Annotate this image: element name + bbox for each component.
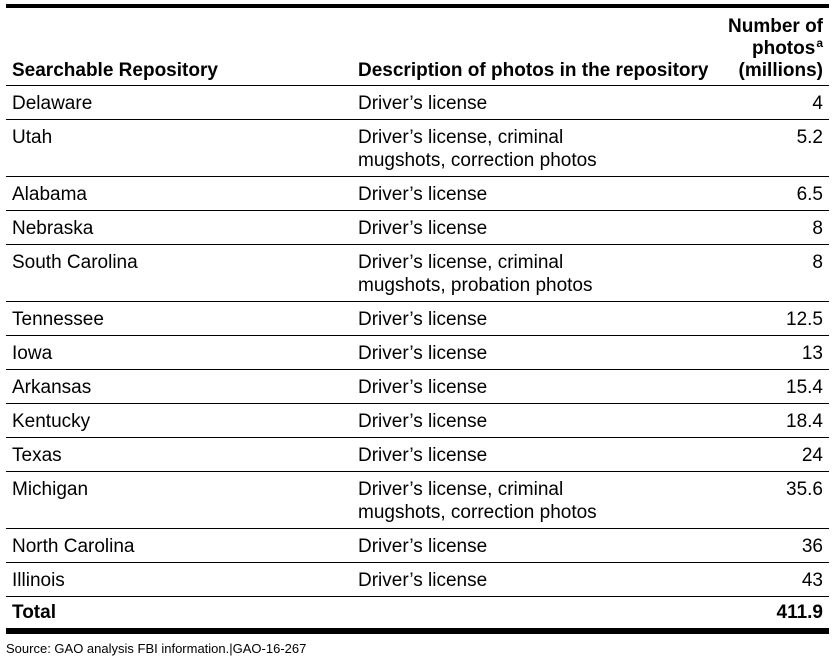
table-row	[6, 336, 829, 370]
table-row	[6, 211, 829, 245]
table-row	[6, 404, 829, 438]
cell-description: Driver’s license	[358, 218, 488, 239]
cell-photo-count: 5.2	[796, 127, 823, 148]
cell-repository: Illinois	[12, 570, 65, 591]
cell-repository: Texas	[12, 445, 62, 466]
cell-photo-count: 8	[812, 218, 823, 239]
cell-photo-count: 12.5	[786, 309, 823, 330]
cell-description: Driver’s license	[358, 309, 488, 330]
header-number-of-photos	[718, 16, 829, 85]
table-row	[6, 438, 829, 472]
header-count-line2	[718, 38, 823, 60]
table-bottom-rule	[6, 628, 829, 634]
cell-description: Driver’s license, criminal mugshots, correction photos	[358, 479, 597, 523]
cell-photo-count: 43	[801, 570, 823, 591]
cell-photo-count: 8	[812, 252, 823, 273]
source-note: Source: GAO analysis FBI information.|GAO-16-267	[6, 641, 307, 656]
cell-photo-count: 6.5	[796, 184, 823, 205]
cell-repository: Utah	[12, 127, 53, 148]
cell-repository: Iowa	[12, 343, 53, 364]
cell-description: Driver’s license	[358, 377, 488, 398]
table-row	[6, 370, 829, 404]
footnote-marker: a	[816, 36, 823, 50]
cell-repository: Delaware	[12, 93, 93, 114]
table-header-row	[6, 8, 829, 86]
total-value: 411.9	[776, 602, 823, 623]
table-row	[6, 245, 829, 302]
cell-photo-count: 36	[801, 536, 823, 557]
table-body	[6, 86, 829, 597]
cell-repository: Kentucky	[12, 411, 91, 432]
cell-repository: South Carolina	[12, 252, 138, 273]
cell-repository: Nebraska	[12, 218, 94, 239]
cell-description: Driver’s license	[358, 570, 488, 591]
table-row	[6, 302, 829, 336]
total-label: Total	[12, 602, 56, 623]
cell-photo-count: 24	[801, 445, 823, 466]
cell-description: Driver’s license, criminal mugshots, probation photos	[358, 252, 593, 296]
table-row	[6, 120, 829, 177]
table-total-row	[6, 597, 829, 628]
cell-photo-count: 15.4	[786, 377, 823, 398]
header-searchable-repository: Searchable Repository	[12, 60, 218, 81]
cell-repository: Alabama	[12, 184, 87, 205]
table-row	[6, 86, 829, 120]
cell-description: Driver’s license	[358, 93, 488, 114]
cell-repository: Michigan	[12, 479, 89, 500]
table-row	[6, 529, 829, 563]
cell-repository: North Carolina	[12, 536, 135, 557]
cell-description: Driver’s license	[358, 411, 488, 432]
cell-description: Driver’s license	[358, 536, 488, 557]
cell-repository: Tennessee	[12, 309, 104, 330]
table-row	[6, 472, 829, 529]
header-description: Description of photos in the repository	[358, 60, 709, 81]
cell-photo-count: 18.4	[786, 411, 823, 432]
cell-description: Driver’s license	[358, 445, 488, 466]
cell-description: Driver’s license, criminal mugshots, correction photos	[358, 127, 597, 171]
header-count-photos: photos	[751, 38, 816, 59]
header-count-line1: Number of	[728, 16, 823, 37]
cell-photo-count: 13	[801, 343, 823, 364]
photo-repository-table	[6, 4, 829, 634]
cell-photo-count: 4	[812, 93, 823, 114]
table-row	[6, 177, 829, 211]
cell-description: Driver’s license	[358, 184, 488, 205]
cell-description: Driver’s license	[358, 343, 488, 364]
table-row	[6, 563, 829, 597]
cell-photo-count: 35.6	[786, 479, 823, 500]
cell-repository: Arkansas	[12, 377, 92, 398]
header-count-line3: (millions)	[738, 60, 823, 81]
